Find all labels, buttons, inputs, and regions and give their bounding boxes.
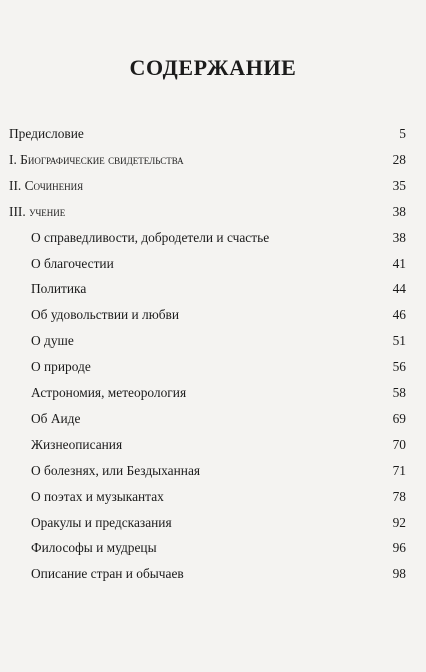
toc-entry-label: Предисловие xyxy=(9,126,84,141)
toc-entry-label: Философы и мудрецы xyxy=(31,540,157,556)
toc-entry-poets xyxy=(31,487,406,507)
toc-entry-page: 92 xyxy=(392,514,406,530)
toc-entry-justice xyxy=(31,228,406,248)
toc-entry-piety xyxy=(31,254,406,274)
toc-entry-page: 56 xyxy=(392,359,406,375)
toc-entry-page: 35 xyxy=(392,177,406,193)
toc-entry-page: 58 xyxy=(392,385,406,400)
toc-entry-page: 51 xyxy=(392,333,406,349)
toc-entry-philosophers xyxy=(31,538,406,558)
toc-entry-label: Политика xyxy=(31,281,87,297)
toc-entry-page: 5 xyxy=(399,126,406,141)
toc-entry-label: Жизнеописания xyxy=(31,436,123,452)
toc-entry-label: Описание стран и обычаев xyxy=(31,566,184,582)
toc-entry-label: О природе xyxy=(31,359,91,375)
toc-entry-label: II. Сочинения xyxy=(9,177,84,193)
toc-entry-part-3 xyxy=(9,202,406,222)
toc-entry-hades xyxy=(31,409,406,429)
toc-entry-label: Об Аиде xyxy=(31,410,81,426)
toc-entry-page: 44 xyxy=(392,281,406,297)
toc-entry-label: Оракулы и предсказания xyxy=(31,514,172,530)
toc-entry-label: О душе xyxy=(31,333,74,349)
toc-entry-label: О поэтах и музыкантах xyxy=(31,488,164,504)
toc-entry-astronomy xyxy=(31,383,406,403)
toc-entry-page: 69 xyxy=(392,410,406,426)
toc-entry-biographies xyxy=(31,435,406,455)
toc-entry-page: 71 xyxy=(392,462,406,478)
toc-entry-nature xyxy=(31,357,406,377)
toc-entry-part-2 xyxy=(9,176,406,196)
toc-entry-countries xyxy=(31,564,406,584)
toc-entry-label: О благочестии xyxy=(31,255,114,271)
toc-entry-label: III. учение xyxy=(9,203,66,219)
toc-entry-label: Астрономия, метеорология xyxy=(31,385,187,400)
toc-entry-page: 96 xyxy=(392,540,406,556)
toc-entry-page: 70 xyxy=(392,436,406,452)
toc-entry-label: О справедливости, добродетели и счастье xyxy=(31,229,270,245)
toc-entry-label: I. Биографические свидетельства xyxy=(9,151,184,167)
toc-entry-label: О болезнях, или Бездыханная xyxy=(31,462,201,478)
toc-entry-page: 38 xyxy=(392,203,406,219)
toc-entry-pleasure-love xyxy=(31,305,406,325)
toc-entry-part-1 xyxy=(9,150,406,170)
toc-entry-soul xyxy=(31,331,406,351)
toc-entry-page: 28 xyxy=(392,151,406,167)
toc-entry-page: 98 xyxy=(392,566,406,582)
toc-entry-page: 38 xyxy=(392,229,406,245)
toc-entry-oracles xyxy=(31,513,406,533)
toc-entry-label: Об удовольствии и любви xyxy=(31,307,180,323)
toc-entry-diseases xyxy=(31,461,406,481)
toc-entry-page: 41 xyxy=(392,255,406,271)
toc-entry-page: 46 xyxy=(392,307,406,323)
toc-entry-politics xyxy=(31,279,406,299)
toc-entry-preface xyxy=(9,124,406,144)
toc-entry-page: 78 xyxy=(392,488,406,504)
page-title: СОДЕРЖАНИЕ xyxy=(129,55,297,80)
